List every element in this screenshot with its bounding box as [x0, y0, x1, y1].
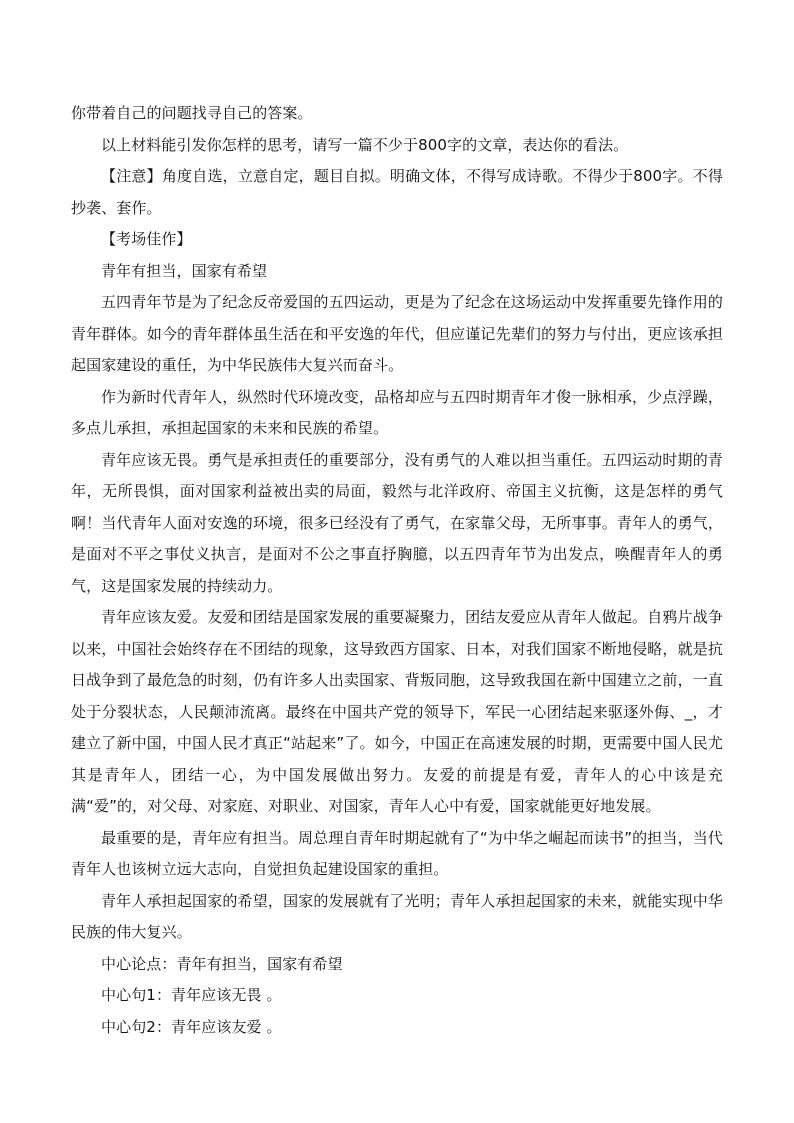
essay-paragraph-5: 最重要的是，青年应有担当。周总理自青年时期起就有了“为中华之崛起而读书”的担当，当代青年人也该树立远大志向，自觉担负起建设国家的重担。	[71, 828, 723, 878]
essay-paragraph-6: 青年人承担起国家的希望，国家的发展就有了光明；青年人承担起国家的未来，就能实现中华民族的伟大复兴。	[71, 891, 723, 941]
document-page	[71, 98, 723, 1043]
essay-paragraph-1: 五四青年节是为了纪念反帝爱国的五四运动，更是为了纪念在这场运动中发挥重要先锋作用的青年群体。如今的青年群体虽生活在和平安逸的年代，但应谨记先辈们的努力与付出，更应该承担起国家建设的重任，为中华民族伟大复兴而奋斗。	[71, 293, 723, 374]
essay-paragraph-4: 青年应该友爱。友爱和团结是国家发展的重要凝聚力，团结友爱应从青年人做起。自鸦片战争以来，中国社会始终存在不团结的现象，这导致西方国家、日本，对我们国家不断地侵略，就是抗日战争到了最危急的时刻，仍有许多人出卖国家、背叛同胞，这导致我国在新中国建立之前，一直处于分裂状态，人民颠沛流离。最终在中国共产党的领导下，军民一心团结起来驱逐外侮、_，才建立了新中国，中国人民才真正“站起来”了。如今，中国正在高速发展的时期，更需要中国人民尤其是青年人，团结一心，为中国发展做出努力。友爱的前提是有爱，青年人的心中该是充满“爱”的，对父母、对家庭、对职业、对国家，青年人心中有爱，国家就能更好地发展。	[71, 608, 723, 815]
essay-title: 青年有担当，国家有希望	[101, 261, 268, 280]
central-sentence-2: 中心句2：青年应该友爱 。	[101, 1017, 282, 1036]
central-argument: 中心论点：青年有担当，国家有希望	[101, 954, 343, 973]
essay-paragraph-3: 青年应该无畏。勇气是承担责任的重要部分，没有勇气的人难以担当重任。五四运动时期的青年，无所畏惧，面对国家利益被出卖的局面，毅然与北洋政府、帝国主义抗衡，这是怎样的勇气啊！当代青年人面对安逸的环境，很多已经没有了勇气，在家靠父母，无所事事。青年人的勇气，是面对不平之事仗义执言，是面对不公之事直抒胸臆，以五四青年节为出发点，唤醒青年人的勇气，这是国家发展的持续动力。	[71, 450, 723, 595]
paragraph-notice: 【注意】角度自选，立意自定，题目自拟。明确文体，不得写成诗歌。不得少于800字。不得抄袭、套作。	[71, 167, 723, 217]
paragraph-answer-intro: 你带着自己的问题找寻自己的答案。	[71, 104, 313, 122]
central-sentence-1: 中心句1：青年应该无畏 。	[101, 986, 282, 1004]
section-heading-model-essay: 【考场佳作】	[101, 230, 192, 248]
paragraph-writing-prompt: 以上材料能引发你怎样的思考，请写一篇不少于800字的文章，表达你的看法。	[101, 135, 629, 154]
essay-paragraph-2: 作为新时代青年人，纵然时代环境改变，品格却应与五四时期青年才俊一脉相承，少点浮躁，多点儿承担，承担起国家的未来和民族的希望。	[71, 387, 723, 437]
